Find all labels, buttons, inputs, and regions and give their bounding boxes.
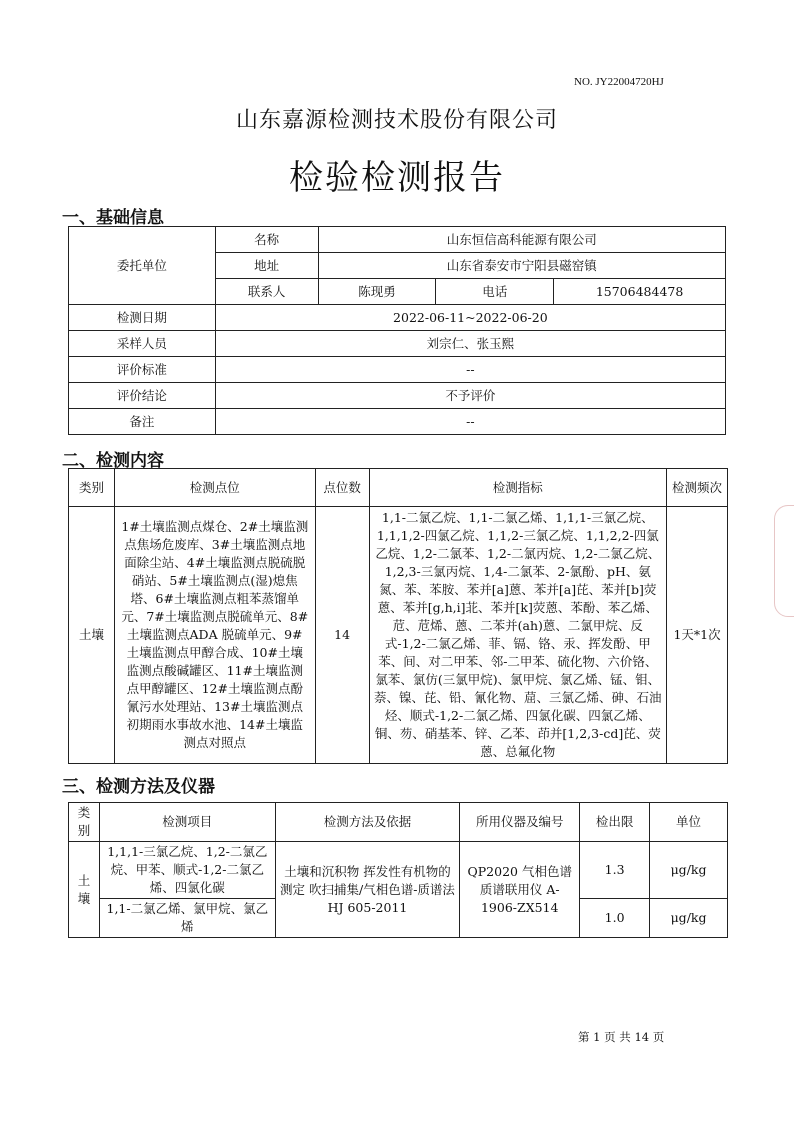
detection-limit-1: 1.3: [580, 842, 650, 899]
contact-label: 联系人: [215, 279, 318, 305]
method-col-unit: 单位: [650, 803, 728, 842]
unit-1: μg/kg: [650, 842, 728, 899]
method-col-item: 检测项目: [99, 803, 275, 842]
monitoring-points: 1#土壤监测点煤仓、2#土壤监测点焦场危废库、3#土壤监测点地面除尘站、4#土壤监测点脱硫脱硝站、5#土壤监测点(湿)熄焦塔、6#土壤监测点粗苯蒸馏单元、7#土壤监测点脱硫单元、8#土壤监测点ADA 脱硫单元、9#土壤监测点甲醇合成、10#土壤监测点酸碱罐区、11#土壤监测点甲醇罐区、12#土壤监测点酚氰污水处理站、13#土壤监测点初期雨水事故水池、14#土壤监测点对照点: [114, 507, 315, 764]
address-label: 地址: [215, 253, 318, 279]
report-number: NO. JY22004720HJ: [574, 76, 664, 88]
seal-edge-mark: [774, 505, 794, 617]
address-value: 山东省泰安市宁阳县磁窑镇: [318, 253, 725, 279]
section-content-heading: 二、检测内容: [62, 451, 164, 471]
page-footer: 第 1 页 共 14 页: [578, 1030, 665, 1044]
content-col-count: 点位数: [315, 469, 369, 507]
date-label: 检测日期: [69, 305, 216, 331]
method-item-1: 1,1,1-三氯乙烷、1,2-二氯乙烷、甲苯、顺式-1,2-二氯乙烯、四氯化碳: [99, 842, 275, 899]
detection-limit-2: 1.0: [580, 899, 650, 938]
test-frequency: 1天*1次: [667, 507, 728, 764]
name-label: 名称: [215, 227, 318, 253]
company-name: 山东嘉源检测技术股份有限公司: [235, 108, 558, 133]
content-category: 土壤: [69, 507, 115, 764]
name-value: 山东恒信高科能源有限公司: [318, 227, 725, 253]
test-indicators: 1,1-二氯乙烷、1,1-二氯乙烯、1,1,1-三氯乙烷、1,1,1,2-四氯乙烷、1,1,2-三氯乙烷、1,1,2,2-四氯乙烷、1,2-二氯苯、1,2-二氯丙烷、1,2-二氯乙烷、1,2,3-三氯丙烷、1,4-二氯苯、2-氯酚、pH、氨氮、苯、苯胺、苯并[a]蒽、苯并[a]芘、苯并[b]荧蒽、苯并[g,h,i]苝、苯并[k]荧蒽、苯酚、苯乙烯、苊、苊烯、蒽、二苯并(ah)蒽、二氯甲烷、反式-1,2-二氯乙烯、菲、镉、铬、汞、挥发酚、甲苯、间、对二甲苯、邻-二甲苯、硫化物、六价铬、氯苯、氯仿(三氯甲烷)、氯甲烷、氯乙烯、锰、钼、萘、镍、芘、铅、氰化物、䓛、三氯乙烯、砷、石油烃、顺式-1,2-二氯乙烯、四氯化碳、四氯乙烯、铜、芴、硝基苯、锌、乙苯、茚并[1,2,3-cd]芘、荧蒽、总氟化物: [369, 507, 667, 764]
method-category: 土壤: [69, 842, 100, 938]
content-col-frequency: 检测频次: [667, 469, 728, 507]
client-label: 委托单位: [69, 227, 216, 305]
content-col-indicators: 检测指标: [369, 469, 667, 507]
method-table: [68, 802, 728, 938]
remark-value: --: [215, 409, 725, 435]
method-col-limit: 检出限: [580, 803, 650, 842]
standard-value: --: [215, 357, 725, 383]
method-col-category: 类别: [69, 803, 100, 842]
instrument: QP2020 气相色谱质谱联用仪 A-1906-ZX514: [460, 842, 580, 938]
phone-value: 15706484478: [554, 279, 726, 305]
conclusion-label: 评价结论: [69, 383, 216, 409]
standard-label: 评价标准: [69, 357, 216, 383]
content-table: [68, 468, 728, 764]
point-count: 14: [315, 507, 369, 764]
section-basic-info-heading: 一、基础信息: [62, 208, 164, 228]
sampler-label: 采样人员: [69, 331, 216, 357]
content-col-points: 检测点位: [114, 469, 315, 507]
method-col-instrument: 所用仪器及编号: [460, 803, 580, 842]
remark-label: 备注: [69, 409, 216, 435]
method-basis: 土壤和沉积物 挥发性有机物的测定 吹扫捕集/气相色谱-质谱法 HJ 605-2011: [275, 842, 460, 938]
method-col-method: 检测方法及依据: [275, 803, 460, 842]
sampler-value: 刘宗仁、张玉熙: [215, 331, 725, 357]
date-value: 2022-06-11~2022-06-20: [215, 305, 725, 331]
contact-value: 陈现勇: [318, 279, 436, 305]
method-item-2: 1,1-二氯乙烯、氯甲烷、氯乙烯: [99, 899, 275, 938]
section-method-heading: 三、检测方法及仪器: [62, 777, 215, 797]
content-col-category: 类别: [69, 469, 115, 507]
conclusion-value: 不予评价: [215, 383, 725, 409]
unit-2: μg/kg: [650, 899, 728, 938]
phone-label: 电话: [436, 279, 554, 305]
basic-info-table: [68, 226, 726, 435]
report-title: 检验检测报告: [289, 158, 505, 198]
